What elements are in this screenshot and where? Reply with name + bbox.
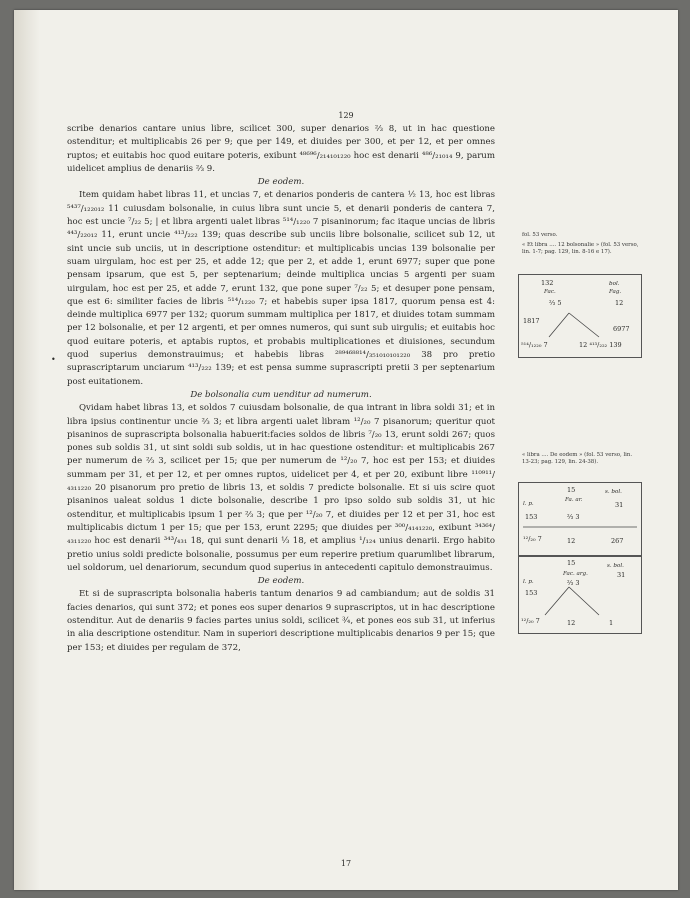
diagram-1 bbox=[518, 274, 642, 358]
margin-note-folio: fol. 53 verso. bbox=[522, 232, 558, 238]
diagram-1-label: 6977 bbox=[613, 325, 630, 333]
diagram-2-label: 12 bbox=[567, 537, 576, 545]
page bbox=[14, 10, 678, 890]
page-number: 129 bbox=[338, 111, 354, 120]
margin-note-1: « Et libra .... 12 bolsonalie » (fol. 53 verso, lin. 1-7; pag. 129, lin. 8-16 e 17). bbox=[522, 242, 639, 256]
diagram-3-label: 31 bbox=[617, 571, 626, 579]
diagram-1-label: 132 bbox=[541, 279, 554, 287]
diagram-2-label: ⅔ 3 bbox=[567, 513, 580, 521]
diagram-1-label: 1817 bbox=[523, 317, 540, 325]
diagram-3-label: 15 bbox=[567, 559, 576, 567]
binding-shadow bbox=[14, 10, 40, 890]
margin-bullet: • bbox=[51, 355, 56, 364]
diagram-2-label: Fa. ar. bbox=[565, 497, 583, 503]
diagram-2-label: 31 bbox=[615, 501, 624, 509]
diagram-3-label: 12 bbox=[567, 619, 576, 627]
diagram-3-label: Fac. arg. bbox=[563, 571, 588, 577]
diagram-2-label: l. p. bbox=[523, 501, 534, 507]
margin-note-2: « libra .... De eodem » (fol. 53 verso, lin. 13-23; pag. 129, lin. 24-38). bbox=[522, 452, 633, 466]
diagram-1-label: Fag. bbox=[609, 289, 622, 295]
diagram-2-label: 15 bbox=[567, 486, 576, 494]
diagram-2 bbox=[518, 482, 642, 556]
diagram-3-label: ⅔ 3 bbox=[567, 579, 580, 587]
diagram-3-label: l. p. bbox=[523, 579, 534, 585]
diagram-3-label: 153 bbox=[525, 589, 538, 597]
diagram-3-label: s. bol. bbox=[607, 563, 624, 569]
diagram-1-label: bol. bbox=[609, 281, 620, 287]
diagram-2-label: s. bol. bbox=[605, 489, 622, 495]
main-text bbox=[67, 123, 495, 655]
footer-signature: 17 bbox=[340, 859, 352, 868]
diagram-1-label: ⁵¹⁴/₁₂₂₀ 7 bbox=[521, 341, 548, 349]
diagram-1-label: 12 bbox=[615, 299, 624, 307]
paragraph-1: scribe denarios cantare unius libre, scilicet 300, super denarios ⅔ 8, ut in hac questione ostenditur; et multiplicabis 26 per 9; que per 149, et diuides per 300, et per 12, et per omnes ruptos; et euitabis hoc quod euitare poteris, exibunt ⁴⁸⁶⁹⁶/₂₁₄₁₀₁₂₂₀ hoc est denarii ⁴⁸⁶/₂₁₀₁₄ 9, parum uidelicet amplius de denariis ⅔ 9. bbox=[67, 124, 495, 174]
paragraph-3: Qvidam habet libras 13, et soldos 7 cuiusdam bolsonalie, de qua intrant in libra soldi 31; et in libra ipsius continentur uncie ⅔ 3; et libra argenti ualet libram ¹²/₂₀ 7 pisanorum; queritur quot pisaninos de suprascripta bolsonalia habuerit:facies soldos de libris ⁷/₂₀ 13, erunt soldi 267; quos pones sub soldis 31, ut sint soldi sub soldis, ut in hac questione ostenditur: et multiplicabis 267 per numerum de ⅔ 3, scilicet per 15; que per numerum de ¹²/₂₀ 7, hoc est per 153; et diuides summam per 31, et per 12, et per omnes ruptos, uidelicet per 4, et per 20, exibunt libre ¹¹⁰⁹¹¹/₄₃₁₁₂₂₀ 20 pisanorum pro pretio de libris 13, et soldis 7 predicte bolsonalie. Et si uis scire quot pisaninos ualeat soldus 1 dicte bolsonalie, describe 1 pro ipso soldo sub soldis 31, ut hic ostenditur, et multiplicabis ipsum 1 per ⅔ 3; que per ¹²/₂₀ 7, et diuides per 12 et per 31, hoc est multiplicabis dictum 1 per 15; que per 153, erunt 2295; que diuides per ³⁰⁰/₄₁₄₁₂₂₀, exibunt ³⁴³⁶⁴/₄₃₁₁₂₂₀ hoc est denarii ³⁴³/₄₃₁ 18, qui sunt denarii ⅓ 18, et amplius ¹/₁₂₄ unius denarii. Ergo habito pretio unius soldi predicte bolsonalie, possumus per eum reperire pretium quarumlibet librarum, uel soldorum, uel denariorum, secundum quod superius in antecedenti capitulo demonstrauimus. bbox=[67, 403, 495, 573]
diagram-3-label: ¹²/₂₀ 7 bbox=[521, 617, 540, 625]
diagram-2-label: 153 bbox=[525, 513, 538, 521]
diagram-3-label: 1 bbox=[609, 619, 614, 627]
diagram-1-label: Fac. bbox=[544, 289, 556, 295]
paragraph-2: Item quidam habet libras 11, et uncias 7, et denarios ponderis de cantera ½ 13, hoc est libras ⁵⁴³⁷/₁₂₂₀₁₂ 11 cuiusdam bolsonalie, in cuius libra sunt uncie 5, et denarii ponderis de cantera 7, hoc est uncie ⁷/₂₂ 5; | et libra argenti ualet libras ⁵¹⁴/₁₂₂₀ 7 pisaninorum; fac itaque uncias de libris ⁴⁴³/₂₂₀₁₂ 11, erunt uncie ⁴¹³/₂₂₂ 139; quas describe sub unciis libre bolsonalie, scilicet sub 12, ut sint uncie sub unciis, ut in descriptione ostenditur: et multiplicabis uncias 139 bolsonalie per suam uirgulam, hoc est per 25, et adde 12; que per 2, et adde 1, erunt 6977; super que pone pensam ipsarum, que est 5, per septenarium; deinde multiplica uncias 5 argenti per suam uirgulam, hoc est per 25, et adde 7, erunt 132, que pone super ⁷/₂₂ 5; et desuper pone pensam, que est 6: similiter facies de libris ⁵¹⁴/₁₂₂₀ 7; et habebis super ipsa 1817, quorum pensa est 4: deinde multiplica 6977 per 132; quorum summam multiplica per 1817, et diuides totam summam per 12 bolsonalie, et per 12 argenti, et per omnes numeros, qui sunt sub uirgulis; et euitabis hoc quod euitare poteris, et aptabis ruptos, et probabis multiplicationes et diuisiones, secundum quod superius demonstrauimus; et habebis libras ²⁸⁹⁴⁶⁸⁸¹⁴/₃₅₁₀₁₀₁₀₁₂₂₀ 38 pro pretio suprascriptarum unciarum ⁴¹³/₂₂₂ 139; et est pensa summe suprascripti pretii 3 per septenarium post euitationem. bbox=[67, 190, 495, 387]
diagram-3 bbox=[518, 556, 642, 634]
diagram-2-label: 267 bbox=[611, 537, 624, 545]
paragraph-4: Et si de suprascripta bolsonalia haberis tantum denarios 9 ad cambiandum; aut de soldis 31 facies denarios, qui sunt 372; et pones eos super denarios 9 suprascriptos, ut in hac descriptione ostenditur. Aut de denariis 9 facies partes unius soldi, scilicet ¾, et pones eos sub 31, ut inferius in alia descriptione ostenditur. Nam in superiori descriptione multiplicabis denarios 9 per 15; que per 153; et diuides per regulam de 372, bbox=[67, 589, 495, 653]
diagram-2-label: ¹²/₂₀ 7 bbox=[523, 535, 542, 543]
diagram-1-label: 12 ⁴¹³/₂₂₂ 139 bbox=[579, 341, 622, 349]
diagram-1-label: ⅔ 5 bbox=[549, 299, 562, 307]
heading-de-eodem-2: De eodem. bbox=[257, 576, 305, 587]
heading-de-eodem: De eodem. bbox=[257, 177, 305, 188]
heading-de-bolsonalia: De bolsonalia cum uenditur ad numerum. bbox=[190, 389, 372, 400]
